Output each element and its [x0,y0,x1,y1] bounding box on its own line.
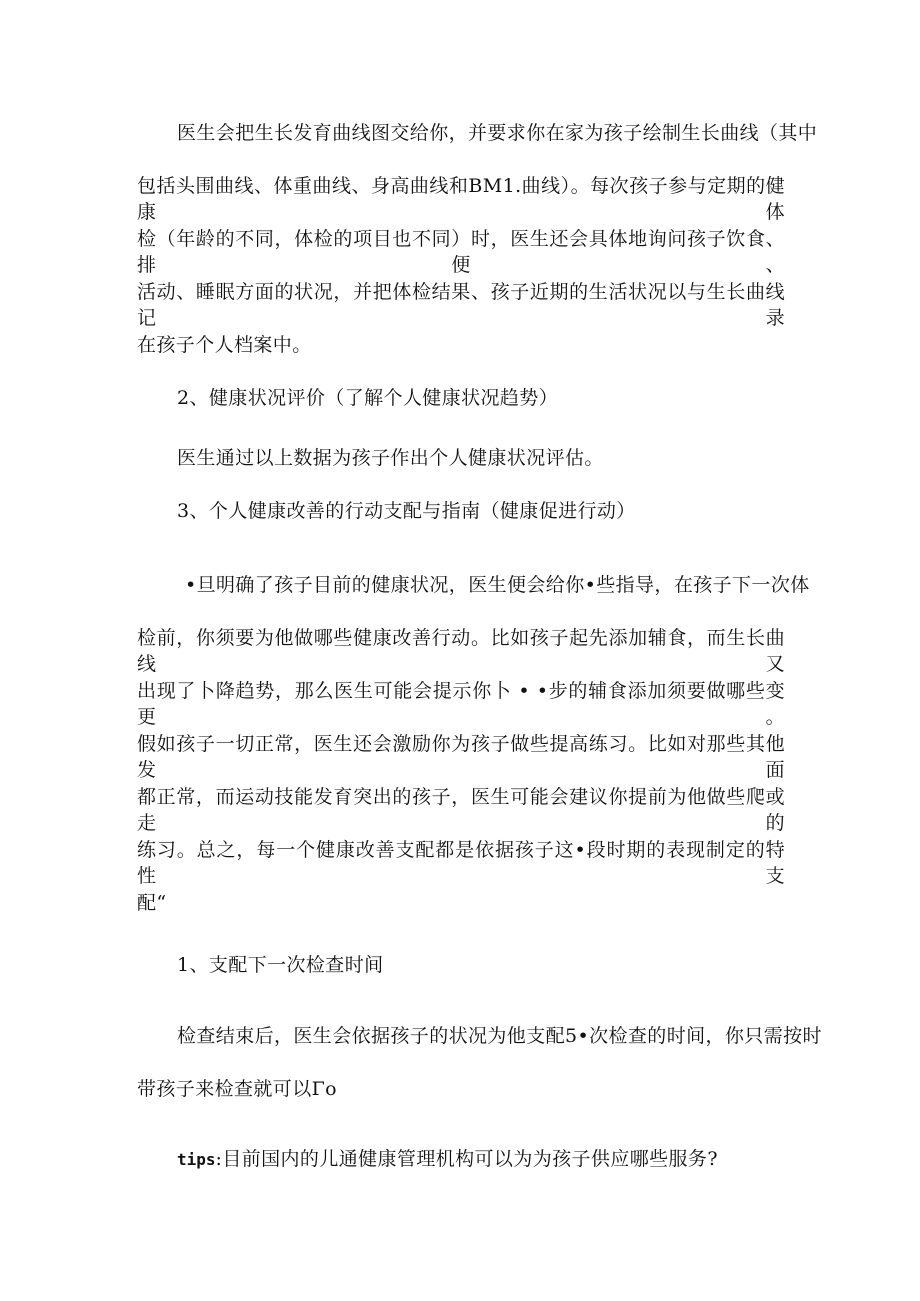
paragraph-1-line-2: 包括头围曲线、体重曲线、身高曲线和BM1.曲线）。每次孩子参与定期的健康体 [137,175,785,223]
paragraph-1-line-4: 活动、睡眠方面的状况，并把体检结果、孩子近期的生活状况以与生长曲线记录 [137,281,785,329]
paragraph-3-line-6: 练习。总之，每一个健康改善支配都是依据孩子这•段时期的表现制定的特性支 [137,839,785,887]
paragraph-3-line-5: 都正常，而运动技能发育突出的孩子，医生可能会建议你提前为他做些爬或走的 [137,786,785,834]
paragraph-2: 医生通过以上数据为孩子作出个人健康状况评估。 [177,447,604,469]
paragraph-3-line-7: 配“ [137,892,167,914]
paragraph-3-line-4: 假如孩子一切正常，医生还会激励你为孩子做些提高练习。比如对那些其他发面 [137,733,785,781]
paragraph-1-line-1: 医生会把生长发育曲线图交给你，并要求你在家为孩子绘制生长曲线（其中 [177,122,818,144]
paragraph-3-line-1: •旦明确了孩子目前的健康状况，医生便会给你•些指导，在孩子下一次体 [185,574,810,596]
section-heading-3: 3、个人健康改善的行动支配与指南（健康促进行动） [177,500,636,522]
section-heading-1: 1、支配下一次检查时间 [177,954,384,976]
paragraph-3-line-3: 出现了卜降趋势，那么医生可能会提示你卜 • •步的辅食添加须要做哪些变更。 [137,680,785,728]
tips-line [177,1146,718,1173]
paragraph-4-line-1: 检查结束后，医生会依据孩子的状况为他支配5•次检查的时间，你只需按时 [177,1025,822,1047]
section-heading-2: 2、健康状况评价（了解个人健康状况趋势） [177,387,559,409]
tips-label: tips [177,1150,216,1169]
paragraph-3-line-2: 检前，你须要为他做哪些健康改善行动。比如孩子起先添加辅食，而生长曲线又 [137,627,785,675]
tips-text: :目前国内的儿通健康管理机构可以为为孩子供应哪些服务? [215,1148,718,1170]
paragraph-1-line-3: 检（年龄的不同，体检的项目也不同）时，医生还会具体地询问孩子饮食、排便、 [137,228,785,276]
paragraph-4-line-2: 带孩子来检查就可以Γo [137,1078,338,1100]
paragraph-1-line-5: 在孩子个人档案中。 [137,334,312,356]
